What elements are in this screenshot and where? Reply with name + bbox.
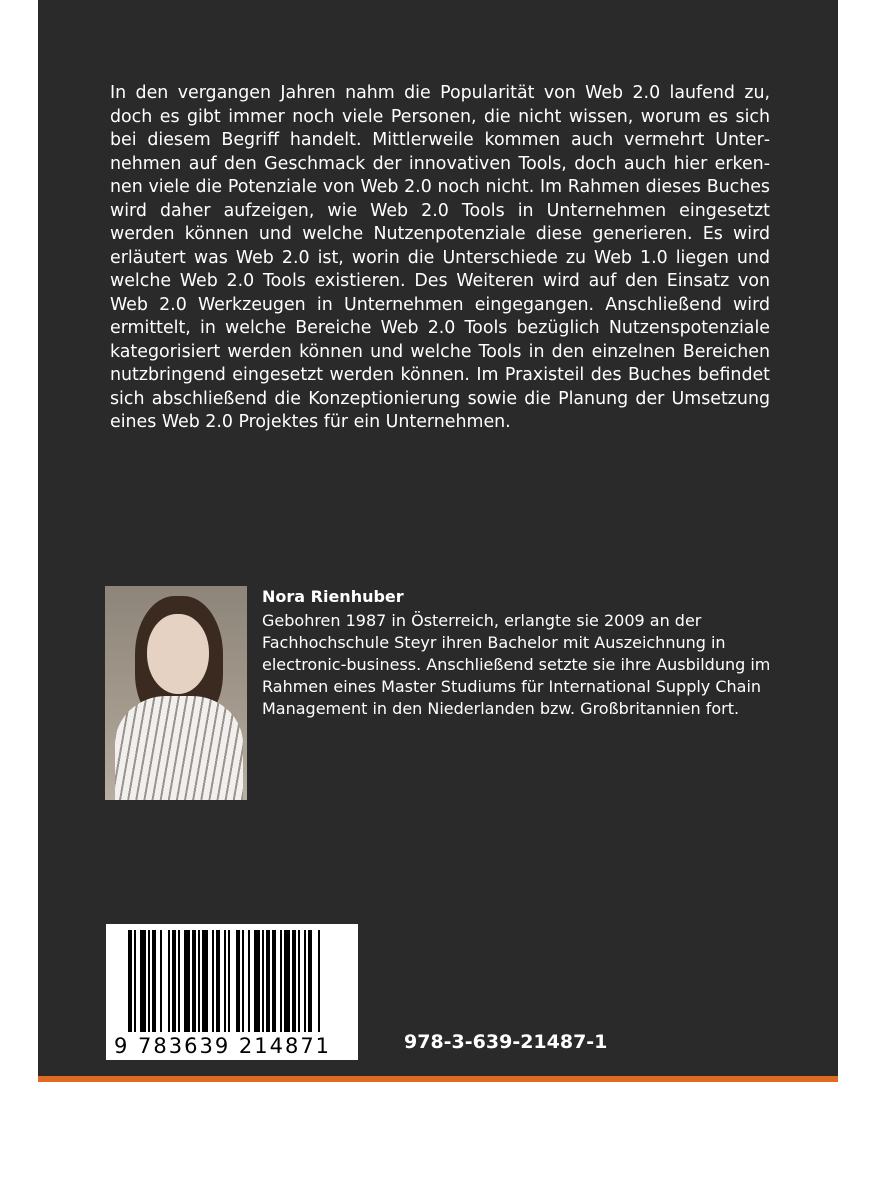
- barcode-bar: [152, 930, 156, 1032]
- barcode-bars: [106, 924, 358, 1032]
- barcode-bar: [266, 930, 270, 1032]
- barcode-bar: [198, 930, 200, 1032]
- barcode-bar: [216, 930, 220, 1032]
- author-name: Nora Rienhuber: [262, 587, 404, 606]
- barcode-digits: 9 783639 214871: [114, 1034, 332, 1058]
- barcode-bar: [178, 930, 180, 1032]
- barcode-bar: [202, 930, 208, 1032]
- barcode-bar: [242, 930, 244, 1032]
- barcode-bar: [284, 930, 290, 1032]
- book-blurb: In den vergangen Jahren nahm die Popularität von Web 2.0 laufend zu, doch es gibt immer noch viele Personen, die nicht wissen, worum es sich bei diesem Begriff handelt. Mittlerweile kommen auch vermehrt Unternehmen auf den Geschmack der innovativen Tools, doch auch hier erkennen viele die Potenziale von Web 2.0 noch nicht. Im Rahmen dieses Buches wird daher aufzeigen, wie Web 2.0 Tools in Unternehmen eingesetzt werden können und welche Nutzenpotenziale diese generieren. Es wird erläutert was Web 2.0 ist, worin die Unterschiede zu Web 1.0 liegen und welche Web 2.0 Tools existieren. Des Weiteren wird auf den Einsatz von Web 2.0 Werkzeugen in Unternehmen eingegangen. Anschließend wird ermittelt, in welche Bereiche Web 2.0 Tools bezüglich Nutzenspotenziale kategorisiert werden können und welche Tools in den einzelnen Bereichen nutzbringend eingesetzt werden können. Im Praxisteil des Buches befindet sich abschließend die Konzeptionierung sowie die Planung der Umsetzung eines Web 2.0 Projektes für ein Unternehmen.: [110, 83, 770, 432]
- barcode: [106, 924, 358, 1060]
- author-bio: Gebohren 1987 in Österreich, erlangte sie 2009 an der Fachhochschule Steyr ihren Bachelor mit Auszeichnung in electronic-business. Anschließend setzte sie ihre Ausbildung im Rahmen eines Master Studiums für International Supply Chain Management in den Niederlanden bzw. Großbritannien fort.: [262, 611, 771, 718]
- barcode-bar: [172, 930, 176, 1032]
- barcode-bar: [184, 930, 190, 1032]
- isbn-number: 978-3-639-21487-1: [404, 1031, 608, 1053]
- accent-bar: [38, 1076, 838, 1082]
- barcode-bar: [160, 930, 162, 1032]
- barcode-bar: [128, 930, 132, 1032]
- barcode-bar: [254, 930, 260, 1032]
- barcode-bar: [212, 930, 214, 1032]
- barcode-bar: [304, 930, 306, 1032]
- barcode-bar: [192, 930, 196, 1032]
- author-photo-face: [147, 614, 209, 694]
- barcode-bar: [308, 930, 312, 1032]
- barcode-bar: [148, 930, 150, 1032]
- barcode-bar: [168, 930, 170, 1032]
- barcode-bar: [318, 930, 320, 1032]
- barcode-bar: [224, 930, 226, 1032]
- barcode-bar: [248, 930, 250, 1032]
- author-photo: [105, 586, 247, 800]
- barcode-bar: [298, 930, 300, 1032]
- barcode-bar: [262, 930, 264, 1032]
- author-photo-shirt: [115, 696, 243, 800]
- barcode-bar: [236, 930, 240, 1032]
- barcode-bar: [228, 930, 230, 1032]
- barcode-bar: [134, 930, 136, 1032]
- barcode-bar: [272, 930, 276, 1032]
- barcode-bar: [140, 930, 146, 1032]
- barcode-bar: [292, 930, 296, 1032]
- barcode-bar: [280, 930, 282, 1032]
